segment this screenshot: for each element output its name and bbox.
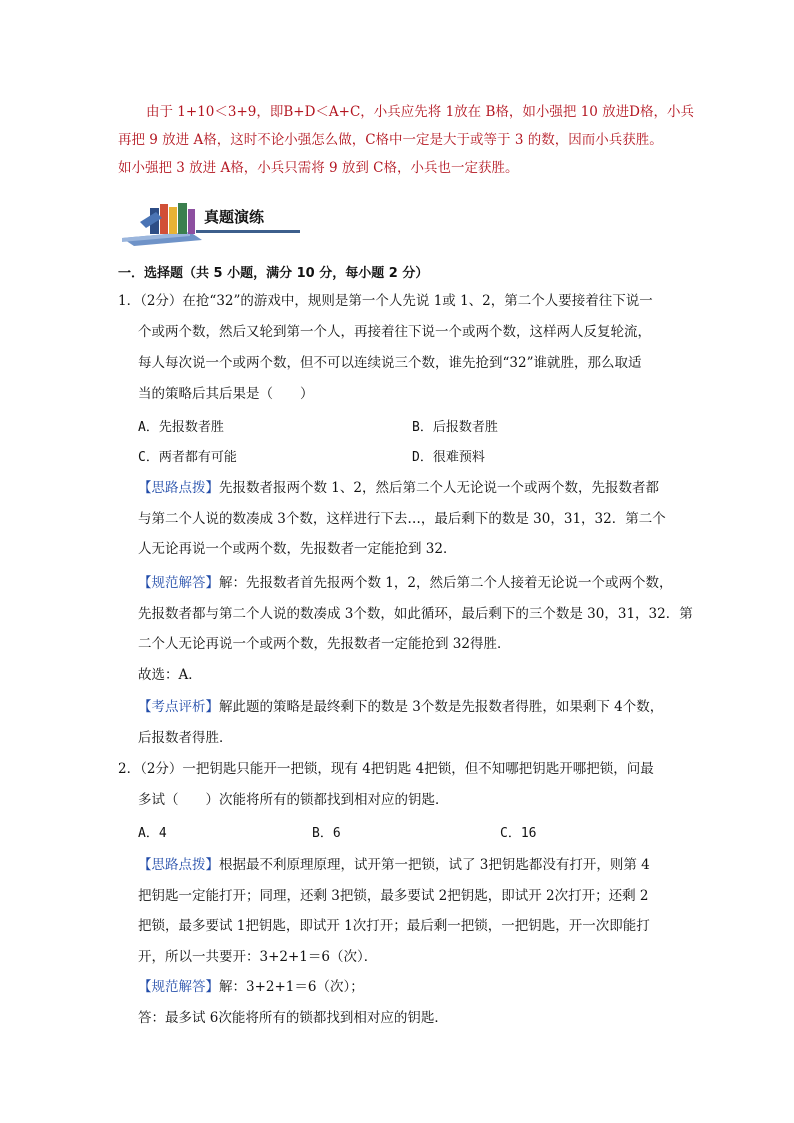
answer-tag: 【规范解答】	[138, 575, 219, 591]
option-c: C．16	[500, 826, 537, 841]
hint-text: 先报数者报两个数 1、2，然后第二个人无论说一个或两个数，先报数者都	[219, 480, 659, 496]
choice-text: 故选：A．	[138, 666, 202, 683]
analysis-text: 解此题的策略是最终剩下的数是 3个数是先报数者得胜，如果剩下 4个数，	[219, 699, 664, 715]
q2-hint	[138, 850, 698, 972]
answer-tag: 【规范解答】	[138, 979, 219, 995]
analysis-text: 后报数者得胜．	[138, 729, 233, 746]
answer-text: 先报数者都与第二个人说的数凑成 3个数，如此循环，最后剩下的三个数是 30，31，32．第	[138, 605, 693, 622]
analysis-tag: 【考点评析】	[138, 699, 219, 715]
question-2-text: 多试（ ）次能将所有的锁都找到相对应的钥匙．	[138, 792, 449, 808]
section-heading: 一．选择题（共 5 小题，满分 10 分，每小题 2 分）	[118, 266, 429, 281]
question-2-text: 2．（2分）一把钥匙只能开一把锁，现有 4把钥匙 4把锁，但不知哪把钥匙开哪把锁，问最	[118, 761, 654, 777]
hint-text: 开，所以一共要开：3+2+1＝6（次）．	[138, 948, 378, 965]
hint-text: 把锁，最多要试 1把钥匙，即试开 1次打开；最后剩一把锁，一把钥匙，开一次即能打	[138, 918, 650, 934]
q1-hint	[138, 473, 698, 565]
hint-tag: 【思路点拨】	[138, 857, 219, 873]
q2-answer	[138, 972, 698, 1033]
option-d: D．很难预料	[412, 450, 485, 465]
option-b: B．后报数者胜	[412, 420, 498, 435]
answer-text: 二个人无论再说一个或两个数，先报数者一定能抢到 32得胜．	[138, 636, 511, 652]
intro-line: 由于 1+10＜3+9，即B+D＜A+C，小兵应先将 1放在 B格，如小强把 10 放进D格，小兵	[146, 104, 694, 120]
q1-analysis	[138, 692, 698, 753]
final-answer-text: 答：最多试 6次能将所有的锁都找到相对应的钥匙．	[138, 1009, 448, 1026]
question-2	[118, 754, 698, 816]
hint-text: 人无论再说一个或两个数，先报数者一定能抢到 32．	[138, 541, 457, 557]
hint-text: 根据最不利原理原理，试开第一把锁，试了 3把钥匙都没有打开，则第 4	[219, 857, 650, 873]
intro-paragraph	[118, 98, 694, 182]
option-a: A．先报数者胜	[138, 420, 224, 435]
q1-answer	[138, 568, 698, 690]
hint-tag: 【思路点拨】	[138, 480, 219, 496]
option-a: A．4	[138, 826, 167, 841]
section-banner-title: 真题演练	[204, 208, 265, 226]
question-1-text: 个或两个数，然后又轮到第一个人，再接着往下说一个或两个数，这样两人反复轮流，	[138, 324, 651, 340]
question-1-text: 1．（2分）在抢“32”的游戏中，规则是第一个人先说 1或 1、2，第二个人要接着往下说一	[118, 293, 653, 309]
intro-line: 如小强把 3 放进 A格，小兵只需将 9 放到 C格，小兵也一定获胜。	[118, 160, 519, 176]
option-b: B．6	[312, 826, 341, 841]
answer-text: 解：3+2+1＝6（次）；	[219, 979, 364, 995]
intro-line: 再把 9 放进 A格，这时不论小强怎么做，C格中一定是大于或等于 3 的数，因而小兵获胜。	[118, 132, 663, 148]
hint-text: 把钥匙一定能打开；同理，还剩 3把锁，最多要试 2把钥匙，即试开 2次打开；还剩 2	[138, 887, 649, 904]
question-1-text: 当的策略后其后果是（ ）	[138, 386, 314, 402]
question-1-text: 每人每次说一个或两个数，但不可以连续说三个数，谁先抢到“32”谁就胜，那么取适	[138, 355, 642, 371]
option-c: C．两者都有可能	[138, 450, 237, 465]
question-1	[118, 286, 698, 410]
answer-text: 解：先报数者首先报两个数 1，2，然后第二个人接着无论说一个或两个数，	[219, 575, 673, 591]
hint-text: 与第二个人说的数凑成 3个数，这样进行下去…，最后剩下的数是 30，31，32．第二个	[138, 510, 666, 527]
